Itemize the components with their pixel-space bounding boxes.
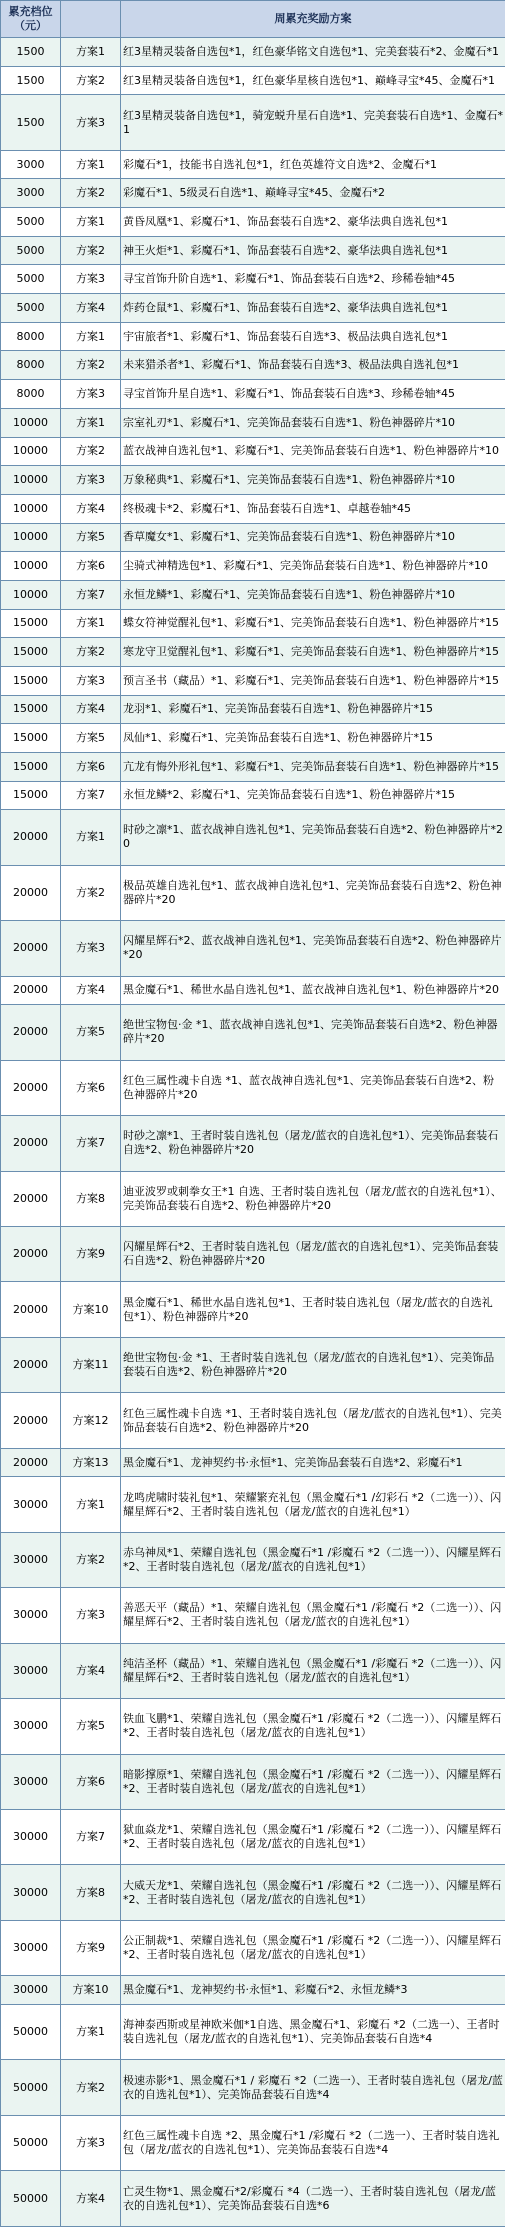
table-row bbox=[1, 976, 505, 1005]
table-row bbox=[1, 1226, 505, 1281]
row-plan: 方案4 bbox=[61, 494, 121, 523]
row-desc: 红3星精灵装备自选包*1，骑宠蜕升星石自选*1、完美套装石自选*1、金魔石*1 bbox=[121, 95, 505, 150]
table-row bbox=[1, 781, 505, 810]
table-row bbox=[1, 236, 505, 265]
row-plan: 方案8 bbox=[61, 1865, 121, 1920]
table-row bbox=[1, 2005, 505, 2060]
row-amount: 5000 bbox=[1, 236, 61, 265]
table-row bbox=[1, 580, 505, 609]
row-amount: 30000 bbox=[1, 1754, 61, 1809]
row-amount: 15000 bbox=[1, 752, 61, 781]
table-row bbox=[1, 552, 505, 581]
row-plan: 方案2 bbox=[61, 865, 121, 920]
row-desc: 凤仙*1、彩魔石*1、完美饰品套装石自选*1、粉色神器碎片*15 bbox=[121, 724, 505, 753]
row-plan: 方案1 bbox=[61, 408, 121, 437]
table-row bbox=[1, 294, 505, 323]
table-row bbox=[1, 66, 505, 95]
row-plan: 方案3 bbox=[61, 466, 121, 495]
row-amount: 20000 bbox=[1, 865, 61, 920]
row-desc: 绝世宝物包·金 *1、王者时装自选礼包（屠龙/蓝衣的自选礼包*1）、完美饰品套装石自选*2、粉色神器碎片*20 bbox=[121, 1337, 505, 1392]
row-desc: 迪亚波罗或刺拳女王*1 自选、王者时装自选礼包（屠龙/蓝衣的自选礼包*1）、完美饰品套装石自选*2、粉色神器碎片*20 bbox=[121, 1171, 505, 1226]
row-amount: 5000 bbox=[1, 208, 61, 237]
table-row bbox=[1, 1754, 505, 1809]
row-desc: 寻宝首饰升阶自选*1、彩魔石*1、饰品套装石自选*2、珍稀卷轴*45 bbox=[121, 265, 505, 294]
row-amount: 30000 bbox=[1, 1532, 61, 1587]
row-amount: 20000 bbox=[1, 1116, 61, 1171]
row-desc: 蓝衣战神自选礼包*1、彩魔石*1、完美饰品套装石自选*1、粉色神器碎片*10 bbox=[121, 437, 505, 466]
table-row bbox=[1, 2115, 505, 2170]
table-row bbox=[1, 408, 505, 437]
row-amount: 20000 bbox=[1, 1226, 61, 1281]
table-row bbox=[1, 466, 505, 495]
row-plan: 方案2 bbox=[61, 437, 121, 466]
row-plan: 方案3 bbox=[61, 921, 121, 976]
row-plan: 方案2 bbox=[61, 236, 121, 265]
row-amount: 20000 bbox=[1, 810, 61, 865]
row-amount: 50000 bbox=[1, 2171, 61, 2227]
row-amount: 15000 bbox=[1, 695, 61, 724]
row-desc: 海神泰西斯或星神欧米伽*1自选、黑金魔石*1、彩魔石 *2（二选一）、王者时装自选礼包（屠龙/蓝衣的自选礼包*1）、完美饰品套装石自选*4 bbox=[121, 2005, 505, 2060]
row-desc: 绝世宝物包·金 *1、蓝衣战神自选礼包*1、完美饰品套装石自选*2、粉色神器碎片*20 bbox=[121, 1005, 505, 1060]
row-plan: 方案1 bbox=[61, 810, 121, 865]
row-plan: 方案11 bbox=[61, 1337, 121, 1392]
row-plan: 方案7 bbox=[61, 580, 121, 609]
row-desc: 时砂之凛*1、蓝衣战神自选礼包*1、完美饰品套装石自选*2、粉色神器碎片*20 bbox=[121, 810, 505, 865]
row-amount: 20000 bbox=[1, 1337, 61, 1392]
row-desc: 大威天龙*1、荣耀自选礼包（黑金魔石*1 /彩魔石 *2（二选一））、闪耀星辉石*2、王者时装自选礼包（屠龙/蓝衣的自选礼包*1） bbox=[121, 1865, 505, 1920]
row-amount: 10000 bbox=[1, 437, 61, 466]
row-amount: 20000 bbox=[1, 921, 61, 976]
row-desc: 炸药仓鼠*1、彩魔石*1、饰品套装石自选*2、豪华法典自选礼包*1 bbox=[121, 294, 505, 323]
row-amount: 20000 bbox=[1, 1448, 61, 1477]
row-plan: 方案7 bbox=[61, 781, 121, 810]
table-row bbox=[1, 1171, 505, 1226]
table-row bbox=[1, 1282, 505, 1337]
row-plan: 方案5 bbox=[61, 724, 121, 753]
table-row bbox=[1, 810, 505, 865]
row-plan: 方案2 bbox=[61, 179, 121, 208]
row-amount: 15000 bbox=[1, 781, 61, 810]
table-row bbox=[1, 865, 505, 920]
row-amount: 15000 bbox=[1, 609, 61, 638]
row-plan: 方案1 bbox=[61, 609, 121, 638]
table-body bbox=[1, 38, 505, 2227]
header-amount: 累充档位（元） bbox=[1, 1, 61, 38]
row-amount: 15000 bbox=[1, 666, 61, 695]
row-desc: 永恒龙鳞*2、彩魔石*1、完美饰品套装石自选*1、粉色神器碎片*15 bbox=[121, 781, 505, 810]
row-desc: 黑金魔石*1、龙神契约书·永恒*1、彩魔石*2、永恒龙鳞*3 bbox=[121, 1976, 505, 2005]
table-row bbox=[1, 494, 505, 523]
table-row bbox=[1, 1477, 505, 1532]
table-row bbox=[1, 752, 505, 781]
row-desc: 龙羽*1、彩魔石*1、完美饰品套装石自选*1、粉色神器碎片*15 bbox=[121, 695, 505, 724]
row-plan: 方案3 bbox=[61, 265, 121, 294]
row-amount: 20000 bbox=[1, 1060, 61, 1115]
row-desc: 尘骑式神精选包*1、彩魔石*1、完美饰品套装石自选*1、粉色神器碎片*10 bbox=[121, 552, 505, 581]
table-row bbox=[1, 2060, 505, 2115]
table-row bbox=[1, 1005, 505, 1060]
table-row bbox=[1, 1588, 505, 1643]
row-desc: 黑金魔石*1、稀世水晶自选礼包*1、王者时装自选礼包（屠龙/蓝衣的自选礼包*1）、粉色神器碎片*20 bbox=[121, 1282, 505, 1337]
row-plan: 方案3 bbox=[61, 666, 121, 695]
row-amount: 3000 bbox=[1, 150, 61, 179]
row-plan: 方案12 bbox=[61, 1393, 121, 1448]
row-amount: 1500 bbox=[1, 95, 61, 150]
row-amount: 30000 bbox=[1, 1588, 61, 1643]
row-desc: 极速赤影*1、黑金魔石*1 / 彩魔石 *2（二选一）、王者时装自选礼包（屠龙/蓝衣的自选礼包*1）、完美饰品套装石自选*4 bbox=[121, 2060, 505, 2115]
row-amount: 20000 bbox=[1, 976, 61, 1005]
row-plan: 方案10 bbox=[61, 1282, 121, 1337]
table-header-row bbox=[1, 1, 505, 38]
row-desc: 闪耀星辉石*2、王者时装自选礼包（屠龙/蓝衣的自选礼包*1）、完美饰品套装石自选*2、粉色神器碎片*20 bbox=[121, 1226, 505, 1281]
row-desc: 预言圣书（藏品）*1、彩魔石*1、完美饰品套装石自选*1、粉色神器碎片*15 bbox=[121, 666, 505, 695]
row-desc: 善恶天平（藏品）*1、荣耀自选礼包（黑金魔石*1 /彩魔石 *2（二选一））、闪耀星辉石*2、王者时装自选礼包（屠龙/蓝衣的自选礼包*1） bbox=[121, 1588, 505, 1643]
table-row bbox=[1, 609, 505, 638]
row-plan: 方案1 bbox=[61, 1477, 121, 1532]
row-desc: 彩魔石*1、5级灵石自选*1、巅峰寻宝*45、金魔石*2 bbox=[121, 179, 505, 208]
row-plan: 方案7 bbox=[61, 1116, 121, 1171]
row-amount: 30000 bbox=[1, 1865, 61, 1920]
row-desc: 公正制裁*1、荣耀自选礼包（黑金魔石*1 /彩魔石 *2（二选一））、闪耀星辉石*2、王者时装自选礼包（屠龙/蓝衣的自选礼包*1） bbox=[121, 1920, 505, 1975]
row-amount: 20000 bbox=[1, 1005, 61, 1060]
row-plan: 方案6 bbox=[61, 552, 121, 581]
table-row bbox=[1, 1699, 505, 1754]
row-desc: 红色三属性魂卡自选 *1、蓝衣战神自选礼包*1、完美饰品套装石自选*2、粉色神器碎片*20 bbox=[121, 1060, 505, 1115]
row-plan: 方案6 bbox=[61, 752, 121, 781]
row-plan: 方案2 bbox=[61, 1532, 121, 1587]
row-desc: 红色三属性魂卡自选 *2、黑金魔石*1 /彩魔石 *2（二选一）、王者时装自选礼包（屠龙/蓝衣的自选礼包*1）、完美饰品套装石自选*4 bbox=[121, 2115, 505, 2170]
row-plan: 方案2 bbox=[61, 2060, 121, 2115]
row-desc: 暗影撑原*1、荣耀自选礼包（黑金魔石*1 /彩魔石 *2（二选一））、闪耀星辉石*2、王者时装自选礼包（屠龙/蓝衣的自选礼包*1） bbox=[121, 1754, 505, 1809]
table-row bbox=[1, 1920, 505, 1975]
row-amount: 30000 bbox=[1, 1976, 61, 2005]
table-row bbox=[1, 523, 505, 552]
table-row bbox=[1, 179, 505, 208]
row-plan: 方案1 bbox=[61, 2005, 121, 2060]
row-amount: 50000 bbox=[1, 2115, 61, 2170]
row-plan: 方案3 bbox=[61, 1588, 121, 1643]
row-plan: 方案1 bbox=[61, 150, 121, 179]
row-plan: 方案1 bbox=[61, 208, 121, 237]
row-amount: 10000 bbox=[1, 494, 61, 523]
row-desc: 闪耀星辉石*2、蓝衣战神自选礼包*1、完美饰品套装石自选*2、粉色神器碎片*20 bbox=[121, 921, 505, 976]
table-row bbox=[1, 1116, 505, 1171]
table-row bbox=[1, 638, 505, 667]
table-row bbox=[1, 380, 505, 409]
row-amount: 8000 bbox=[1, 380, 61, 409]
row-desc: 永恒龙鳞*1、彩魔石*1、完美饰品套装石自选*1、粉色神器碎片*10 bbox=[121, 580, 505, 609]
row-plan: 方案4 bbox=[61, 2171, 121, 2227]
row-plan: 方案5 bbox=[61, 1699, 121, 1754]
row-plan: 方案9 bbox=[61, 1920, 121, 1975]
table-row bbox=[1, 150, 505, 179]
table-row bbox=[1, 666, 505, 695]
row-desc: 红3星精灵装备自选包*1，红色豪华星核自选包*1、巅峰寻宝*45、金魔石*1 bbox=[121, 66, 505, 95]
row-desc: 宇宙旅者*1、彩魔石*1、饰品套装石自选*3、极品法典自选礼包*1 bbox=[121, 322, 505, 351]
row-amount: 1500 bbox=[1, 66, 61, 95]
row-amount: 10000 bbox=[1, 408, 61, 437]
row-plan: 方案7 bbox=[61, 1810, 121, 1865]
row-desc: 神王火炬*1、彩魔石*1、饰品套装石自选*2、豪华法典自选礼包*1 bbox=[121, 236, 505, 265]
row-amount: 3000 bbox=[1, 179, 61, 208]
table-row bbox=[1, 351, 505, 380]
row-amount: 5000 bbox=[1, 265, 61, 294]
row-plan: 方案4 bbox=[61, 695, 121, 724]
table-row bbox=[1, 1060, 505, 1115]
row-plan: 方案6 bbox=[61, 1754, 121, 1809]
row-desc: 龙鸣虎啸时装礼包*1、荣耀繁充礼包（黑金魔石*1 /幻彩石 *2（二选一））、闪耀星辉石*2、王者时装自选礼包（屠龙/蓝衣的自选礼包*1） bbox=[121, 1477, 505, 1532]
row-desc: 红色三属性魂卡自选 *1、王者时装自选礼包（屠龙/蓝衣的自选礼包*1）、完美饰品套装石自选*2、粉色神器碎片*20 bbox=[121, 1393, 505, 1448]
row-plan: 方案1 bbox=[61, 38, 121, 67]
row-amount: 20000 bbox=[1, 1171, 61, 1226]
table-row bbox=[1, 1532, 505, 1587]
row-amount: 10000 bbox=[1, 523, 61, 552]
table-row bbox=[1, 2171, 505, 2227]
row-desc: 红3星精灵装备自选包*1，红色豪华铭文自选包*1、完美套装石*2、金魔石*1 bbox=[121, 38, 505, 67]
row-desc: 亢龙有悔外形礼包*1、彩魔石*1、完美饰品套装石自选*1、粉色神器碎片*15 bbox=[121, 752, 505, 781]
row-amount: 10000 bbox=[1, 580, 61, 609]
row-plan: 方案2 bbox=[61, 66, 121, 95]
row-amount: 30000 bbox=[1, 1920, 61, 1975]
row-plan: 方案13 bbox=[61, 1448, 121, 1477]
row-desc: 寻宝首饰升星自选*1、彩魔石*1、饰品套装石自选*3、珍稀卷轴*45 bbox=[121, 380, 505, 409]
table-row bbox=[1, 695, 505, 724]
row-plan: 方案10 bbox=[61, 1976, 121, 2005]
row-amount: 15000 bbox=[1, 638, 61, 667]
row-amount: 50000 bbox=[1, 2005, 61, 2060]
table-row bbox=[1, 437, 505, 466]
row-plan: 方案2 bbox=[61, 638, 121, 667]
row-desc: 极品英雄自选礼包*1、蓝衣战神自选礼包*1、完美饰品套装石自选*2、粉色神器碎片*20 bbox=[121, 865, 505, 920]
row-desc: 宗室礼刃*1、彩魔石*1、完美饰品套装石自选*1、粉色神器碎片*10 bbox=[121, 408, 505, 437]
row-desc: 终极魂卡*2、彩魔石*1、饰品套装石自选*1、卓越卷轴*45 bbox=[121, 494, 505, 523]
table-row bbox=[1, 1393, 505, 1448]
row-amount: 30000 bbox=[1, 1810, 61, 1865]
row-desc: 黄昏凤凰*1、彩魔石*1、饰品套装石自选*2、豪华法典自选礼包*1 bbox=[121, 208, 505, 237]
header-plan bbox=[61, 1, 121, 38]
row-amount: 8000 bbox=[1, 322, 61, 351]
row-amount: 8000 bbox=[1, 351, 61, 380]
row-desc: 万象秘典*1、彩魔石*1、完美饰品套装石自选*1、粉色神器碎片*10 bbox=[121, 466, 505, 495]
row-plan: 方案5 bbox=[61, 1005, 121, 1060]
row-amount: 30000 bbox=[1, 1643, 61, 1698]
row-desc: 纯洁圣杯（藏品）*1、荣耀自选礼包（黑金魔石*1 /彩魔石 *2（二选一））、闪耀星辉石*2、王者时装自选礼包（屠龙/蓝衣的自选礼包*1） bbox=[121, 1643, 505, 1698]
table-row bbox=[1, 724, 505, 753]
row-desc: 铁血飞鹏*1、荣耀自选礼包（黑金魔石*1 /彩魔石 *2（二选一））、闪耀星辉石*2、王者时装自选礼包（屠龙/蓝衣的自选礼包*1） bbox=[121, 1699, 505, 1754]
table-row bbox=[1, 265, 505, 294]
row-amount: 5000 bbox=[1, 294, 61, 323]
row-plan: 方案3 bbox=[61, 95, 121, 150]
table-row bbox=[1, 208, 505, 237]
row-desc: 黑金魔石*1、龙神契约书·永恒*1、完美饰品套装石自选*2、彩魔石*1 bbox=[121, 1448, 505, 1477]
row-amount: 30000 bbox=[1, 1699, 61, 1754]
row-desc: 黑金魔石*1、稀世水晶自选礼包*1、蓝衣战神自选礼包*1、粉色神器碎片*20 bbox=[121, 976, 505, 1005]
row-plan: 方案4 bbox=[61, 1643, 121, 1698]
table-row bbox=[1, 1976, 505, 2005]
table-row bbox=[1, 95, 505, 150]
row-amount: 20000 bbox=[1, 1282, 61, 1337]
row-plan: 方案5 bbox=[61, 523, 121, 552]
row-desc: 狱血焱龙*1、荣耀自选礼包（黑金魔石*1 /彩魔石 *2（二选一））、闪耀星辉石*2、王者时装自选礼包（屠龙/蓝衣的自选礼包*1） bbox=[121, 1810, 505, 1865]
row-amount: 10000 bbox=[1, 552, 61, 581]
row-amount: 1500 bbox=[1, 38, 61, 67]
row-desc: 亡灵生物*1、黑金魔石*2/彩魔石 *4（二选一）、王者时装自选礼包（屠龙/蓝衣的自选礼包*1）、完美饰品套装石自选*6 bbox=[121, 2171, 505, 2227]
row-amount: 50000 bbox=[1, 2060, 61, 2115]
table-row bbox=[1, 38, 505, 67]
row-plan: 方案9 bbox=[61, 1226, 121, 1281]
row-plan: 方案4 bbox=[61, 294, 121, 323]
row-desc: 赤乌神凤*1、荣耀自选礼包（黑金魔石*1 /彩魔石 *2（二选一））、闪耀星辉石*2、王者时装自选礼包（屠龙/蓝衣的自选礼包*1） bbox=[121, 1532, 505, 1587]
row-plan: 方案3 bbox=[61, 380, 121, 409]
table-row bbox=[1, 322, 505, 351]
row-desc: 香草魔女*1、彩魔石*1、完美饰品套装石自选*1、粉色神器碎片*10 bbox=[121, 523, 505, 552]
row-amount: 10000 bbox=[1, 466, 61, 495]
row-desc: 彩魔石*1，技能书自选礼包*1，红色英雄符文自选*2、金魔石*1 bbox=[121, 150, 505, 179]
row-plan: 方案3 bbox=[61, 2115, 121, 2170]
table-row bbox=[1, 1810, 505, 1865]
row-amount: 15000 bbox=[1, 724, 61, 753]
row-amount: 20000 bbox=[1, 1393, 61, 1448]
row-desc: 时砂之凛*1、王者时装自选礼包（屠龙/蓝衣的自选礼包*1）、完美饰品套装石自选*2、粉色神器碎片*20 bbox=[121, 1116, 505, 1171]
row-plan: 方案1 bbox=[61, 322, 121, 351]
table-row bbox=[1, 1865, 505, 1920]
row-plan: 方案8 bbox=[61, 1171, 121, 1226]
row-plan: 方案2 bbox=[61, 351, 121, 380]
row-plan: 方案6 bbox=[61, 1060, 121, 1115]
table-row bbox=[1, 1337, 505, 1392]
row-desc: 未来猎杀者*1、彩魔石*1、饰品套装石自选*3、极品法典自选礼包*1 bbox=[121, 351, 505, 380]
row-plan: 方案4 bbox=[61, 976, 121, 1005]
table-row bbox=[1, 1643, 505, 1698]
header-desc: 周累充奖励方案 bbox=[121, 1, 505, 38]
row-amount: 30000 bbox=[1, 1477, 61, 1532]
table-row bbox=[1, 921, 505, 976]
row-desc: 寒龙守卫觉醒礼包*1、彩魔石*1、完美饰品套装石自选*1、粉色神器碎片*15 bbox=[121, 638, 505, 667]
table-row bbox=[1, 1448, 505, 1477]
row-desc: 蝶女符神觉醒礼包*1、彩魔石*1、完美饰品套装石自选*1、粉色神器碎片*15 bbox=[121, 609, 505, 638]
